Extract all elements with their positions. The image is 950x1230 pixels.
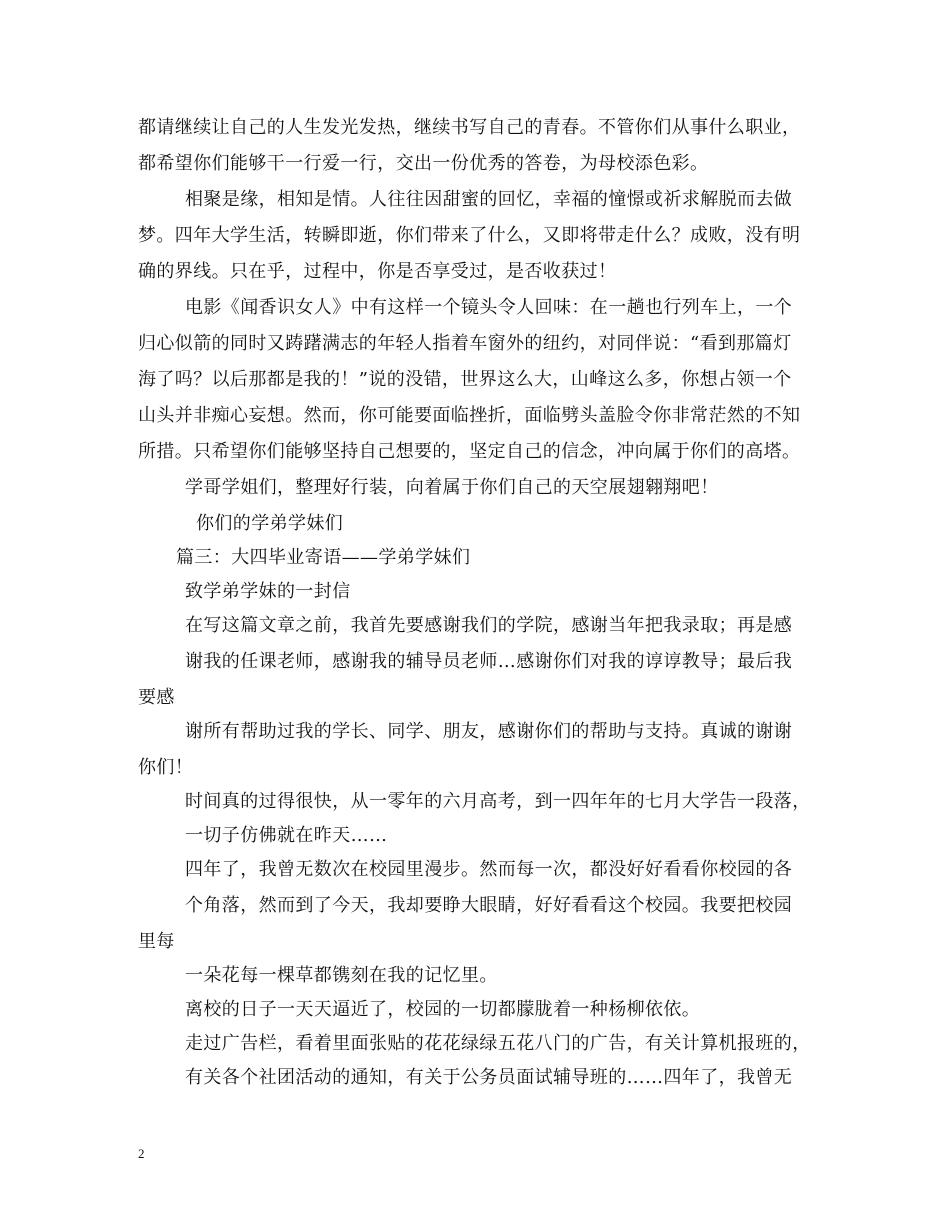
text-line: 你们的学弟学妹们 [196, 513, 344, 534]
text-line: 要感 [138, 687, 175, 708]
text-line: 归心似箭的同时又踌躇满志的年轻人指着车窗外的纽约，对同伴说：“看到那篇灯 [138, 333, 792, 354]
text-line: 海了吗？以后那都是我的！”说的没错，世界这么大，山峰这么多，你想占领一个 [138, 369, 792, 390]
text-line: 走过广告栏，看着里面张贴的花花绿绿五花八门的广告，有关计算机报班的， [185, 1033, 811, 1054]
text-line: 你们！ [138, 757, 194, 778]
text-line: 里每 [138, 931, 175, 952]
text-line: 山头并非痴心妄想。然而，你可能要面临挫折，面临劈头盖脸令你非常茫然的不知 [138, 405, 801, 426]
text-line: 有关各个社团活动的通知，有关于公务员面试辅导班的……四年了，我曾无 [185, 1067, 793, 1088]
text-line: 学哥学姐们，整理好行装，向着属于你们自己的天空展翅翱翔吧！ [185, 477, 719, 498]
text-line: 离校的日子一天天逼近了，校园的一切都朦胧着一种杨柳依依。 [185, 999, 701, 1020]
text-line: 时间真的过得很快，从一零年的六月高考，到一四年年的七月大学告一段落， [185, 791, 811, 812]
text-line: 所措。只希望你们能够坚持自己想要的，坚定自己的信念，冲向属于你们的高塔。 [138, 441, 801, 462]
text-line: 一朵花每一棵草都镌刻在我的记忆里。 [185, 965, 498, 986]
text-line: 在写这篇文章之前，我首先要感谢我们的学院，感谢当年把我录取；再是感 [185, 615, 793, 636]
letter-title: 致学弟学妹的一封信 [185, 581, 351, 602]
text-line: 谢我的任课老师，感谢我的辅导员老师…感谢你们对我的谆谆教导；最后我 [185, 651, 793, 672]
text-line: 电影《闻香识女人》中有这样一个镜头令人回味：在一趟也行列车上，一个 [185, 297, 793, 318]
page-number: 2 [138, 1146, 145, 1161]
text-line: 确的界线。只在乎，过程中，你是否享受过，是否收获过！ [138, 261, 617, 282]
text-line: 相聚是缘，相知是情。人往往因甜蜜的回忆，幸福的憧憬或祈求解脱而去做 [185, 189, 793, 210]
section-heading: 篇三：大四毕业寄语——学弟学妹们 [176, 547, 471, 568]
text-line: 梦。四年大学生活，转瞬即逝，你们带来了什么，又即将带走什么？成败，没有明 [138, 225, 801, 246]
text-line: 一切子仿佛就在昨天…… [185, 825, 388, 846]
text-line: 都请继续让自己的人生发光发热，继续书写自己的青春。不管你们从事什么职业， [138, 117, 801, 138]
text-line: 四年了，我曾无数次在校园里漫步。然而每一次，都没好好看看你校园的各 [185, 859, 793, 880]
text-line: 个角落，然而到了今天，我却要睁大眼睛，好好看看这个校园。我要把校园 [185, 895, 793, 916]
text-line: 都希望你们能够干一行爱一行，交出一份优秀的答卷，为母校添色彩。 [138, 153, 709, 174]
text-line: 谢所有帮助过我的学长、同学、朋友，感谢你们的帮助与支持。真诚的谢谢 [185, 721, 793, 742]
